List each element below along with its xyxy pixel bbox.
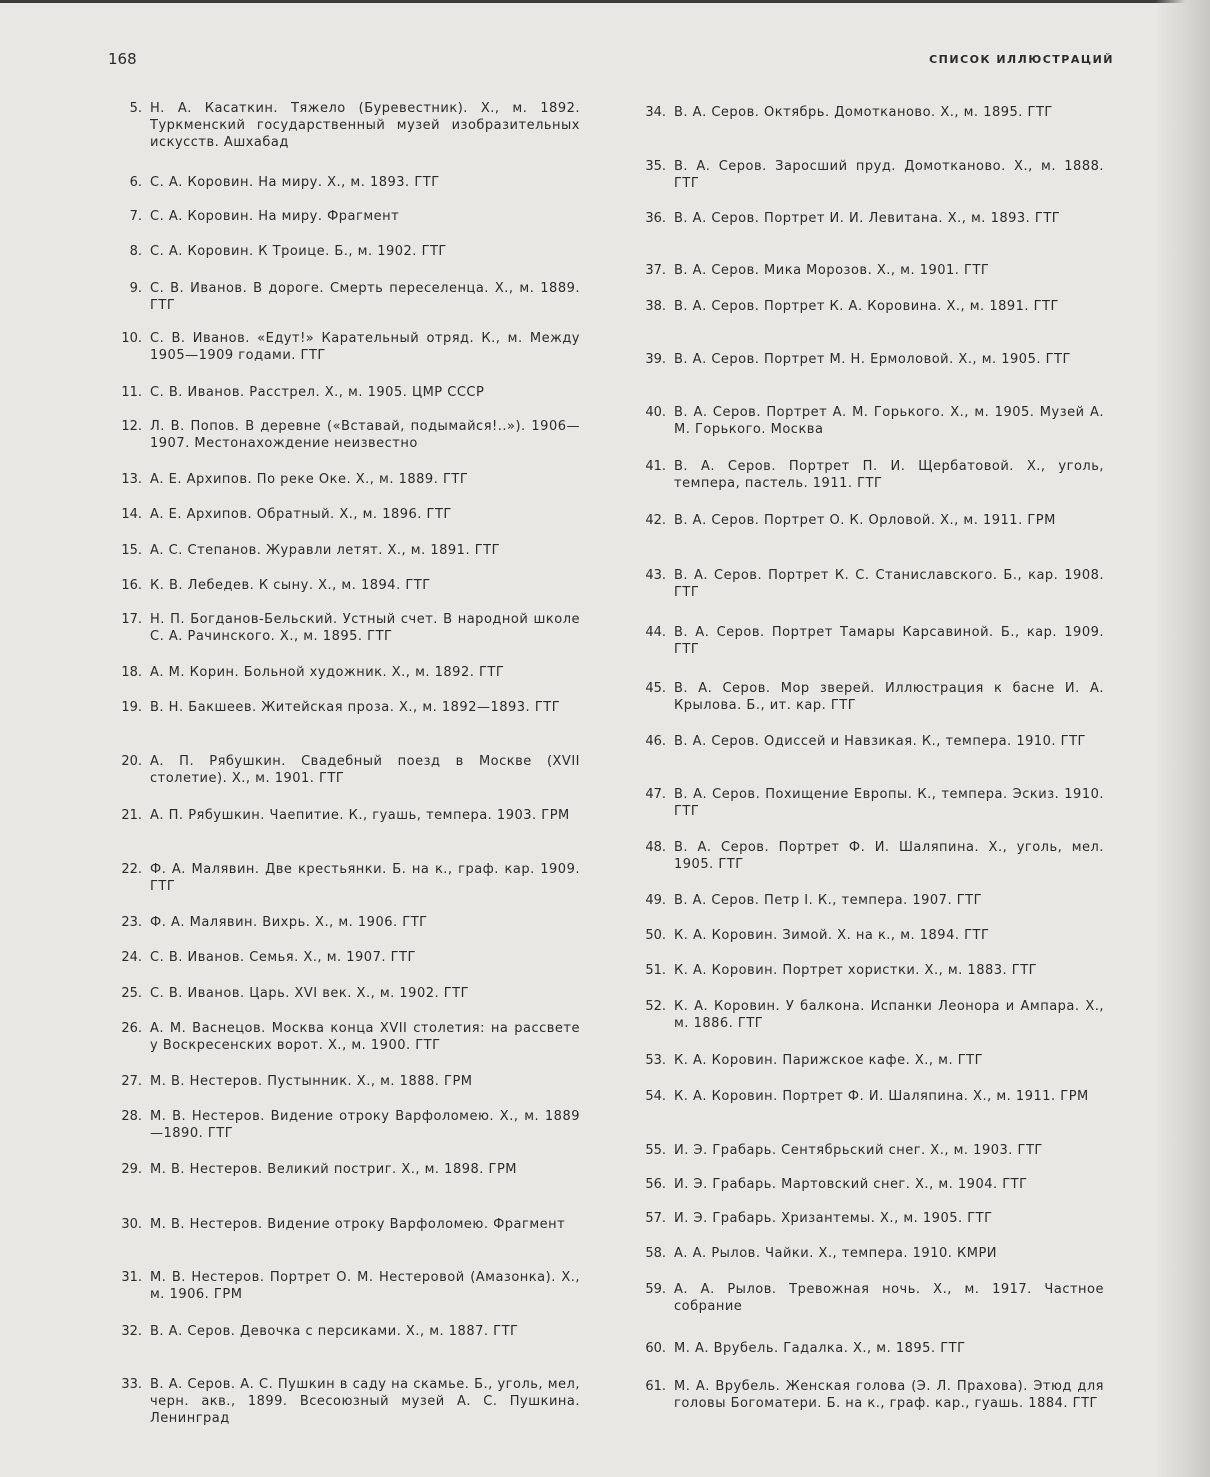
- item-number: 34.: [645, 105, 666, 120]
- item-text: В. А. Серов. Портрет И. И. Левитана. Х., м. 1893. ГТГ: [674, 211, 1061, 226]
- item-number: 54.: [645, 1089, 666, 1104]
- item-text: М. В. Нестеров. Видение отроку Варфоломею. Х., м. 1889—1890. ГТГ: [150, 1109, 580, 1141]
- item-number: 26.: [121, 1021, 142, 1036]
- item-text: М. В. Нестеров. Великий постриг. Х., м. 1898. ГРМ: [150, 1162, 518, 1177]
- item-number: 27.: [121, 1074, 142, 1089]
- list-item: [636, 962, 1104, 979]
- item-number: 14.: [121, 507, 142, 522]
- item-text: М. В. Нестеров. Видение отроку Варфоломею. Фрагмент: [150, 1217, 566, 1232]
- item-number: 53.: [645, 1053, 666, 1068]
- item-number: 22.: [121, 862, 142, 877]
- item-number: 46.: [645, 734, 666, 749]
- item-number: 57.: [645, 1211, 666, 1226]
- item-text: А. Е. Архипов. По реке Оке. Х., м. 1889. ГТГ: [150, 472, 469, 487]
- list-item: [112, 1323, 580, 1340]
- list-item: [112, 664, 580, 681]
- list-item: [636, 158, 1104, 192]
- item-number: 24.: [121, 950, 142, 965]
- list-item: [636, 262, 1104, 279]
- item-text: А. А. Рылов. Чайки. Х., темпера. 1910. КМРИ: [674, 1246, 998, 1261]
- item-number: 13.: [121, 472, 142, 487]
- list-item: [636, 1052, 1104, 1069]
- item-number: 29.: [121, 1162, 142, 1177]
- item-text: А. С. Степанов. Журавли летят. Х., м. 1891. ГТГ: [150, 543, 501, 558]
- item-text: В. А. Серов. Мор зверей. Иллюстрация к басне И. А. Крылова. Б., ит. кар. ГТГ: [674, 681, 1104, 713]
- list-item: [112, 949, 580, 966]
- list-item: [636, 458, 1104, 492]
- item-text: М. А. Врубель. Гадалка. Х., м. 1895. ГТГ: [674, 1341, 966, 1356]
- item-text: В. А. Серов. Октябрь. Домотканово. Х., м. 1895. ГТГ: [674, 105, 1053, 120]
- item-number: 32.: [121, 1324, 142, 1339]
- item-text: Н. А. Касаткин. Тяжело (Буревестник). Х., м. 1892. Туркменский государственный музей изобразительных искусств. Ашхабад: [150, 101, 580, 150]
- item-text: С. А. Коровин. На миру. Фрагмент: [150, 209, 400, 224]
- list-item: [636, 786, 1104, 820]
- item-text: С. В. Иванов. Царь. XVI век. Х., м. 1902. ГТГ: [150, 986, 470, 1001]
- item-number: 42.: [645, 513, 666, 528]
- item-text: А. М. Корин. Больной художник. Х., м. 1892. ГТГ: [150, 665, 505, 680]
- item-number: 30.: [121, 1217, 142, 1232]
- list-item: [636, 512, 1104, 529]
- item-text: К. А. Коровин. Портрет хористки. Х., м. 1883. ГТГ: [674, 963, 1038, 978]
- list-item: [636, 680, 1104, 714]
- list-item: [636, 210, 1104, 227]
- list-item: [112, 542, 580, 559]
- list-item: [112, 1376, 580, 1427]
- list-item: [636, 1088, 1104, 1105]
- item-text: М. В. Нестеров. Пустынник. Х., м. 1888. ГРМ: [150, 1074, 473, 1089]
- item-number: 60.: [645, 1341, 666, 1356]
- item-number: 47.: [645, 787, 666, 802]
- item-text: В. А. Серов. Портрет К. А. Коровина. Х., м. 1891. ГТГ: [674, 299, 1059, 314]
- list-item: [112, 753, 580, 787]
- item-number: 51.: [645, 963, 666, 978]
- item-text: В. А. Серов. Портрет Тамары Карсавиной. Б., кар. 1909. ГТГ: [674, 625, 1104, 657]
- list-item: [112, 914, 580, 931]
- item-number: 45.: [645, 681, 666, 696]
- page-number: 168: [108, 50, 137, 68]
- item-number: 56.: [645, 1177, 666, 1192]
- item-text: С. А. Коровин. К Троице. Б., м. 1902. ГТГ: [150, 244, 447, 259]
- list-item: [112, 384, 580, 401]
- item-text: С. В. Иванов. В дороге. Смерть переселенца. Х., м. 1889. ГТГ: [150, 281, 580, 313]
- list-item: [112, 471, 580, 488]
- item-number: 39.: [645, 352, 666, 367]
- item-number: 17.: [121, 612, 142, 627]
- item-text: Ф. А. Малявин. Вихрь. Х., м. 1906. ГТГ: [150, 915, 428, 930]
- list-item: [112, 1216, 580, 1233]
- list-item: [636, 927, 1104, 944]
- item-text: В. А. Серов. Портрет К. С. Станиславского. Б., кар. 1908. ГТГ: [674, 568, 1104, 600]
- item-text: А. А. Рылов. Тревожная ночь. Х., м. 1917. Частное собрание: [674, 1282, 1104, 1314]
- item-number: 19.: [121, 700, 142, 715]
- list-item: [112, 100, 580, 151]
- list-item: [112, 1269, 580, 1303]
- item-number: 33.: [121, 1377, 142, 1392]
- item-number: 31.: [121, 1270, 142, 1285]
- item-text: К. А. Коровин. Портрет Ф. И. Шаляпина. Х., м. 1911. ГРМ: [674, 1089, 1089, 1104]
- item-number: 52.: [645, 999, 666, 1014]
- list-item: [636, 351, 1104, 368]
- item-number: 38.: [645, 299, 666, 314]
- list-item: [636, 1340, 1104, 1357]
- item-number: 10.: [121, 331, 142, 346]
- list-item: [636, 1245, 1104, 1262]
- item-number: 36.: [645, 211, 666, 226]
- item-text: В. А. Серов. Портрет А. М. Горького. Х., м. 1905. Музей А. М. Горького. Москва: [674, 405, 1104, 437]
- list-item: [636, 998, 1104, 1032]
- running-head: СПИСОК ИЛЛЮСТРАЦИЙ: [929, 53, 1114, 66]
- item-number: 6.: [129, 175, 142, 190]
- item-text: К. А. Коровин. Зимой. Х. на к., м. 1894. ГТГ: [674, 928, 990, 943]
- list-item: [636, 298, 1104, 315]
- item-number: 23.: [121, 915, 142, 930]
- list-item: [636, 892, 1104, 909]
- list-item: [112, 280, 580, 314]
- item-text: А. Е. Архипов. Обратный. Х., м. 1896. ГТГ: [150, 507, 452, 522]
- list-item: [636, 104, 1104, 121]
- item-text: В. А. Серов. Одиссей и Навзикая. К., темпера. 1910. ГТГ: [674, 734, 1086, 749]
- item-text: М. В. Нестеров. Портрет О. М. Нестеровой (Амазонка). Х., м. 1906. ГРМ: [150, 1270, 580, 1302]
- list-item: [636, 567, 1104, 601]
- item-number: 18.: [121, 665, 142, 680]
- item-text: В. А. Серов. Девочка с персиками. Х., м. 1887. ГТГ: [150, 1324, 519, 1339]
- item-text: А. П. Рябушкин. Чаепитие. К., гуашь, темпера. 1903. ГРМ: [150, 808, 570, 823]
- item-number: 48.: [645, 840, 666, 855]
- item-text: В. Н. Бакшеев. Житейская проза. Х., м. 1892—1893. ГТГ: [150, 700, 561, 715]
- list-item: [636, 404, 1104, 438]
- list-item: [636, 624, 1104, 658]
- list-item: [636, 839, 1104, 873]
- list-item: [112, 330, 580, 364]
- list-item: [112, 243, 580, 260]
- item-number: 59.: [645, 1282, 666, 1297]
- item-number: 21.: [121, 808, 142, 823]
- item-text: А. М. Васнецов. Москва конца XVII столетия: на рассвете у Воскресенских ворот. Х., м. 1900. ГТГ: [150, 1021, 580, 1053]
- item-text: К. А. Коровин. У балкона. Испанки Леонора и Ампара. Х., м. 1886. ГТГ: [674, 999, 1104, 1031]
- item-number: 5.: [129, 101, 142, 116]
- item-number: 43.: [645, 568, 666, 583]
- item-number: 16.: [121, 578, 142, 593]
- list-item: [112, 861, 580, 895]
- top-edge-line: [0, 0, 1210, 3]
- list-item: [112, 1020, 580, 1054]
- item-number: 44.: [645, 625, 666, 640]
- item-text: Л. В. Попов. В деревне («Вставай, подымайся!..»). 1906—1907. Местонахождение неизвестно: [150, 419, 580, 451]
- item-number: 61.: [645, 1379, 666, 1394]
- item-text: К. В. Лебедев. К сыну. Х., м. 1894. ГТГ: [150, 578, 431, 593]
- item-text: В. А. Серов. Заросший пруд. Домотканово. Х., м. 1888. ГТГ: [674, 159, 1104, 191]
- item-text: М. А. Врубель. Женская голова (Э. Л. Прахова). Этюд для головы Богоматери. Б. на к., граф. кар., гуашь. 1884. ГТГ: [674, 1379, 1104, 1411]
- list-item: [112, 1161, 580, 1178]
- item-text: И. Э. Грабарь. Мартовский снег. Х., м. 1904. ГТГ: [674, 1177, 1028, 1192]
- item-number: 7.: [129, 209, 142, 224]
- item-text: А. П. Рябушкин. Свадебный поезд в Москве (XVII столетие). Х., м. 1901. ГТГ: [150, 754, 580, 786]
- item-text: В. А. Серов. Похищение Европы. К., темпера. Эскиз. 1910. ГТГ: [674, 787, 1104, 819]
- item-number: 37.: [645, 263, 666, 278]
- item-text: В. А. Серов. А. С. Пушкин в саду на скамье. Б., уголь, мел, черн. акв., 1899. Всесоюзный музей А. С. Пушкина. Ленинград: [150, 1377, 580, 1426]
- item-number: 9.: [129, 281, 142, 296]
- item-number: 35.: [645, 159, 666, 174]
- item-number: 41.: [645, 459, 666, 474]
- item-text: В. А. Серов. Мика Морозов. Х., м. 1901. ГТГ: [674, 263, 990, 278]
- item-number: 8.: [129, 244, 142, 259]
- list-item: [112, 577, 580, 594]
- item-text: С. В. Иванов. «Едут!» Карательный отряд. К., м. Между 1905—1909 годами. ГТГ: [150, 331, 580, 363]
- list-item: [112, 699, 580, 716]
- list-item: [636, 733, 1104, 750]
- list-item: [112, 208, 580, 225]
- list-item: [636, 1281, 1104, 1315]
- item-number: 12.: [121, 419, 142, 434]
- list-item: [112, 985, 580, 1002]
- item-text: И. Э. Грабарь. Хризантемы. Х., м. 1905. ГТГ: [674, 1211, 993, 1226]
- item-text: В. А. Серов. Петр I. К., темпера. 1907. ГТГ: [674, 893, 983, 908]
- item-text: Н. П. Богданов-Бельский. Устный счет. В народной школе С. А. Рачинского. Х., м. 1895. ГТГ: [150, 612, 580, 644]
- item-number: 28.: [121, 1109, 142, 1124]
- list-item: [112, 1108, 580, 1142]
- list-item: [112, 1073, 580, 1090]
- item-text: Ф. А. Малявин. Две крестьянки. Б. на к., граф. кар. 1909. ГТГ: [150, 862, 580, 894]
- list-item: [636, 1176, 1104, 1193]
- item-number: 40.: [645, 405, 666, 420]
- list-item: [112, 418, 580, 452]
- item-number: 20.: [121, 754, 142, 769]
- item-number: 58.: [645, 1246, 666, 1261]
- item-text: В. А. Серов. Портрет О. К. Орловой. Х., м. 1911. ГРМ: [674, 513, 1056, 528]
- item-text: С. В. Иванов. Расстрел. Х., м. 1905. ЦМР СССР: [150, 385, 485, 400]
- item-text: В. А. Серов. Портрет П. И. Щербатовой. Х., уголь, темпера, пастель. 1911. ГТГ: [674, 459, 1104, 491]
- list-item: [636, 1142, 1104, 1159]
- item-text: И. Э. Грабарь. Сентябрьский снег. Х., м. 1903. ГТГ: [674, 1143, 1043, 1158]
- list-item: [636, 1378, 1104, 1412]
- item-number: 15.: [121, 543, 142, 558]
- list-item: [112, 611, 580, 645]
- item-number: 25.: [121, 986, 142, 1001]
- item-text: К. А. Коровин. Парижское кафе. Х., м. ГТГ: [674, 1053, 984, 1068]
- item-number: 11.: [121, 385, 142, 400]
- item-text: С. А. Коровин. На миру. Х., м. 1893. ГТГ: [150, 175, 440, 190]
- item-number: 55.: [645, 1143, 666, 1158]
- list-item: [112, 506, 580, 523]
- item-number: 49.: [645, 893, 666, 908]
- page-fold-shadow: [1155, 0, 1210, 1477]
- item-number: 50.: [645, 928, 666, 943]
- list-item: [112, 807, 580, 824]
- item-text: С. В. Иванов. Семья. Х., м. 1907. ГТГ: [150, 950, 416, 965]
- item-text: В. А. Серов. Портрет Ф. И. Шаляпина. Х., уголь, мел. 1905. ГТГ: [674, 840, 1104, 872]
- list-item: [636, 1210, 1104, 1227]
- list-item: [112, 174, 580, 191]
- item-text: В. А. Серов. Портрет М. Н. Ермоловой. Х., м. 1905. ГТГ: [674, 352, 1071, 367]
